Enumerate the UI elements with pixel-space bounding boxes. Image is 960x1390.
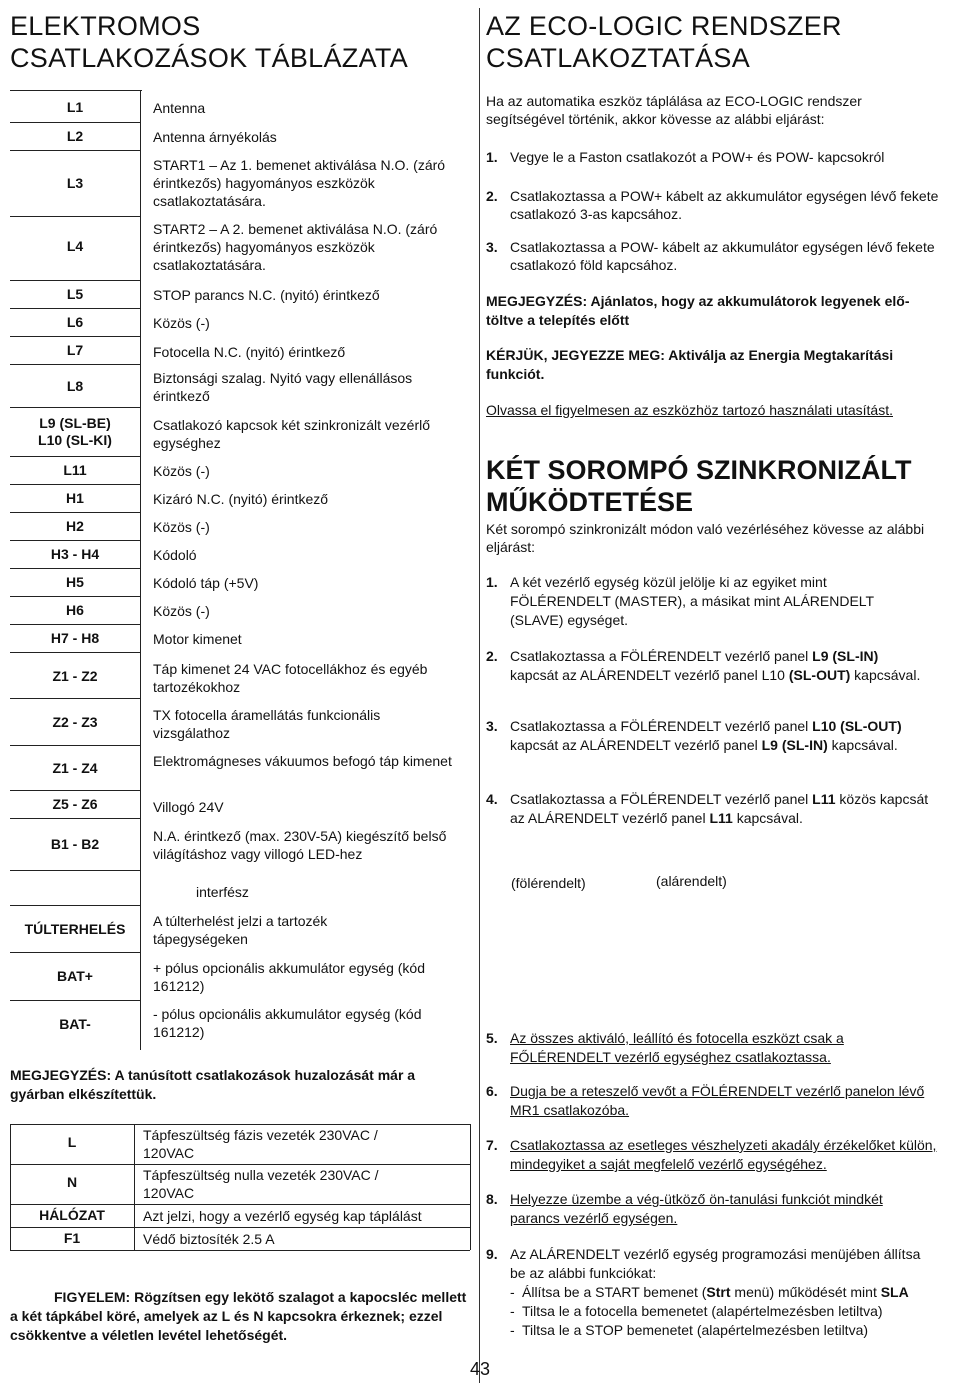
terminal-label: H6 <box>66 602 84 618</box>
step-number: 2. <box>486 188 498 204</box>
terminal-desc: + pólus opcionális akkumulátor egység (kód 161212) <box>153 960 425 994</box>
eco-intro: Ha az automatika eszköz táplálása az ECO-LOGIC rendszer segítségével történik, akkor kövesse az alábbi eljárást: <box>486 93 862 127</box>
terminal-desc: A túlterhelést jelzi a tartozék tápegységeken <box>153 913 328 947</box>
power-desc: Tápfeszültség fázis vezeték 230VAC / 120VAC <box>143 1127 378 1161</box>
sub-item: - Tiltsa le a STOP bemenetet (alapértelmezésben letiltva) <box>510 1321 930 1340</box>
terminal-label: L3 <box>66 175 84 191</box>
terminal-label: L1 <box>66 99 84 115</box>
eco-step: Csatlakoztassa a POW+ kábelt az akkumulátor egységen lévő fekete csatlakozó 3-as kapcsához. <box>510 188 939 222</box>
manual-note: Olvassa el figyelmesen az eszközhöz tartozó használati utasítást. <box>486 402 893 418</box>
warning-text: FIGYELEM: Rögzítsen egy lekötő szalagot a kapocsléc mellett a két tápkábel köré, amelyek az L és N kapcsokra érkeznek; ezzel csökkentve a véletlen levétel lehetőségét. <box>10 1289 467 1343</box>
terminal-label: H1 <box>66 490 84 506</box>
sync-step: A két vezérlő egység közül jelölje ki az egyiket mint FÖLÉRENDELT (MASTER), a másikat mint ALÁRENDELT (SLAVE) egységet. <box>510 574 874 628</box>
power-label: L <box>67 1134 77 1150</box>
terminal-desc: Közös (-) <box>153 603 210 619</box>
terminal-desc: Közös (-) <box>153 315 210 331</box>
terminal-desc: Motor kimenet <box>153 631 242 647</box>
terminal-label: L4 <box>66 238 84 254</box>
sub-item: - Állítsa be a START bemenet (Strt menü) működését mint SLA <box>510 1283 930 1302</box>
left-title <box>10 10 470 74</box>
terminal-desc: Antenna árnyékolás <box>153 129 277 145</box>
terminal-desc: - pólus opcionális akkumulátor egység (kód 161212) <box>153 1006 422 1040</box>
terminal-label: L5 <box>66 286 84 302</box>
terminal-label: Z5 - Z6 <box>52 796 98 812</box>
terminal-label: B1 - B2 <box>50 836 100 852</box>
sync-step: Csatlakoztassa a FÖLÉRENDELT vezérlő panel L11 közös kapcsát az ALÁRENDELT vezérlő panel L11 kapcsával. <box>510 791 929 826</box>
terminal-label: H3 - H4 <box>50 546 100 562</box>
terminal-desc: Villogó 24V <box>153 799 224 815</box>
power-label: F1 <box>63 1230 81 1246</box>
terminal-label: L11 <box>63 462 87 478</box>
terminal-desc: Csatlakozó kapcsok két szinkronizált vezérlő egységhez <box>153 417 431 451</box>
page-number: 43 <box>469 1359 491 1379</box>
terminal-desc: START1 – Az 1. bemenet aktiválása N.O. (záró érintkezős) hagyományos eszközök csatlakoztatására. <box>153 157 446 209</box>
battery-note: MEGJEGYZÉS: Ajánlatos, hogy az akkumulátorok legyenek elő-töltve a telepítés előtt <box>486 293 910 328</box>
step-number: 1. <box>486 149 498 165</box>
terminal-label: L8 <box>66 378 84 394</box>
power-label: HÁLÓZAT <box>39 1207 105 1223</box>
sync-intro: Két sorompó szinkronizált módon való vezérléséhez kövesse az alábbi eljárást: <box>486 521 925 555</box>
terminal-desc: Közös (-) <box>153 519 210 535</box>
sync-step: Helyezze üzembe a vég-ütköző ön-tanulási funkciót mindkét parancs vezérlő egységen. <box>510 1191 883 1226</box>
terminal-label: H2 <box>66 518 84 534</box>
terminal-desc: N.A. érintkező (max. 230V-5A) kiegészítő belső világításhoz vagy villogó LED-hez <box>153 828 447 862</box>
slave-caption: (alárendelt) <box>656 873 727 889</box>
step-number: 6. <box>486 1083 498 1099</box>
terminal-desc: TX fotocella áramellátás funkcionális vizsgálathoz <box>153 707 381 741</box>
sync-step-intro: Az ALÁRENDELT vezérlő egység programozási menüjében állítsa be az alábbi funkciókat: <box>510 1246 921 1281</box>
power-desc: Tápfeszültség nulla vezeték 230VAC / 120VAC <box>143 1167 379 1201</box>
terminal-desc: Közös (-) <box>153 463 210 479</box>
terminal-label: H5 <box>66 574 84 590</box>
step-number: 9. <box>486 1246 498 1262</box>
terminal-desc: START2 – A 2. bemenet aktiválása N.O. (záró érintkezős) hagyományos eszközök csatlakoztatására. <box>153 221 438 273</box>
terminal-desc: Kizáró N.C. (nyitó) érintkező <box>153 491 329 507</box>
sub-list <box>510 1283 930 1340</box>
left-title-line2: CSATLAKOZÁSOK TÁBLÁZATA <box>10 43 409 73</box>
step-number: 1. <box>486 574 498 590</box>
terminal-label: L7 <box>66 342 84 358</box>
wiring-note: MEGJEGYZÉS: A tanúsított csatlakozások huzalozását már a gyárban elkészítettük. <box>10 1067 416 1102</box>
terminal-label: L9 (SL-BE) <box>39 415 111 431</box>
terminal-desc: STOP parancs N.C. (nyitó) érintkező <box>153 287 380 303</box>
terminal-desc: Táp kimenet 24 VAC fotocellákhoz és egyéb tartozékokhoz <box>153 661 428 695</box>
terminal-label: L10 (SL-KI) <box>38 432 112 448</box>
step-number: 7. <box>486 1137 498 1153</box>
terminal-label: Z1 - Z4 <box>52 760 98 776</box>
sync-title <box>486 454 956 518</box>
sync-step: Az összes aktiváló, leállító és fotocella eszközt csak a FŐLÉRENDELT vezérlő egységhez csatlakoztassa. <box>510 1030 844 1065</box>
sync-step: Csatlakoztassa a FÖLÉRENDELT vezérlő panel L10 (SL-OUT) kapcsát az ALÁRENDELT vezérlő panel L9 (SL-IN) kapcsával. <box>510 718 902 753</box>
terminal-label: L6 <box>66 314 84 330</box>
sync-step: Csatlakoztassa az esetleges vészhelyzeti akadály érzékelőket külön, mindegyiket a saját megfelelő vezérlő egységéhez. <box>510 1137 937 1172</box>
terminal-label: Z1 - Z2 <box>52 668 98 684</box>
power-desc: Védő biztosíték 2.5 A <box>143 1231 275 1247</box>
energy-note: KÉRJÜK, JEGYEZZE MEG: Aktiválja az Energia Megtakarítási funkciót. <box>486 347 894 382</box>
terminal-desc: Fotocella N.C. (nyitó) érintkező <box>153 344 346 360</box>
left-title-line1: ELEKTROMOS <box>10 11 201 41</box>
connection-table <box>10 90 470 1050</box>
terminal-label: H7 - H8 <box>50 630 100 646</box>
step-number: 8. <box>486 1191 498 1207</box>
terminal-label: Z2 - Z3 <box>52 714 98 730</box>
sync-title-line2: MŰKÖDTETÉSE <box>486 487 694 517</box>
terminal-desc: Kódoló táp (+5V) <box>153 575 259 591</box>
step-number: 3. <box>486 239 498 255</box>
sub-item: - Tiltsa le a fotocella bemenetet (alapértelmezésben letiltva) <box>510 1302 930 1321</box>
right-title-line2: CSATLAKOZTATÁSA <box>486 43 751 73</box>
terminal-label: TÚLTERHELÉS <box>24 921 126 937</box>
step-number: 2. <box>486 648 498 664</box>
eco-step: Csatlakoztassa a POW- kábelt az akkumulátor egységen lévő fekete csatlakozó föld kapcsához. <box>510 239 935 273</box>
eco-step: Vegye le a Faston csatlakozót a POW+ és POW- kapcsokról <box>510 149 885 165</box>
right-title-line1: AZ ECO-LOGIC RENDSZER <box>486 11 842 41</box>
sync-step: Csatlakoztassa a FÖLÉRENDELT vezérlő panel L9 (SL-IN) kapcsát az ALÁRENDELT vezérlő panel L10 (SL-OUT) kapcsával. <box>510 648 921 683</box>
terminal-desc: Kódoló <box>153 547 197 563</box>
terminal-desc: interfész <box>196 884 249 900</box>
power-table <box>10 1124 470 1252</box>
terminal-label: L2 <box>66 128 84 144</box>
power-desc: Azt jelzi, hogy a vezérlő egység kap táplálást <box>143 1208 422 1224</box>
master-caption: (fölérendelt) <box>511 875 586 891</box>
sync-title-line1: KÉT SOROMPÓ SZINKRONIZÁLT <box>486 455 912 485</box>
terminal-desc: Biztonsági szalag. Nyitó vagy ellenállásos érintkező <box>153 370 413 404</box>
step-number: 5. <box>486 1030 498 1046</box>
right-title <box>486 10 956 74</box>
power-label: N <box>66 1174 78 1190</box>
sync-step: Dugja be a reteszelő vevőt a FÖLÉRENDELT vezérlő panelon lévő MR1 csatlakozóba. <box>510 1083 925 1118</box>
terminal-label: BAT- <box>59 1016 91 1032</box>
step-number: 3. <box>486 718 498 734</box>
terminal-desc: Antenna <box>153 100 206 116</box>
terminal-label: BAT+ <box>57 968 93 984</box>
step-number: 4. <box>486 791 498 807</box>
sync-step <box>510 1245 930 1340</box>
terminal-desc: Elektromágneses vákuumos befogó táp kimenet <box>153 753 452 769</box>
